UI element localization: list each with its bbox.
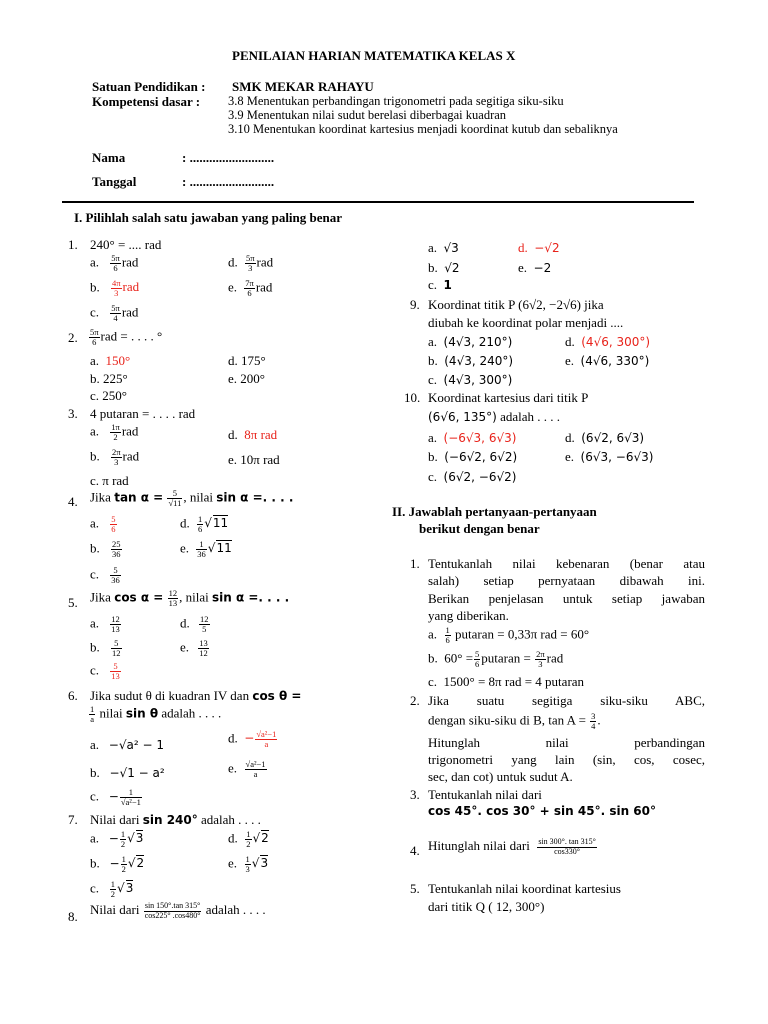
q9-stem-line2: diubah ke koordinat polar menjadi .... [428, 315, 624, 330]
q9-option-d: d. (4√6, 300°) [565, 334, 651, 349]
q10-option-c: c. (6√2, −6√2) [428, 469, 517, 484]
q1-option-b: b. $\frac{4\pi}{3}$ rad [90, 278, 140, 298]
q5-option-b: b. $\frac{5}{12}$ [90, 638, 121, 658]
essay-2-line2: dengan siku-siku di B, tan A = $\frac{3}{4}$ . [428, 711, 601, 731]
q3-option-c: c. π rad [90, 473, 129, 488]
kompetensi-label: Kompetensi dasar : [92, 94, 201, 109]
essay-5-number: 5. [410, 881, 420, 896]
q3-option-d: d. 8π rad [228, 427, 278, 442]
q10-option-a: a. (−6√3, 6√3) [428, 430, 517, 445]
q3-option-e: e. 10π rad [228, 452, 280, 467]
q6-option-a: a. −√a² − 1 [90, 737, 164, 752]
q7-option-d: d. $\frac{1}{2}$ √2 [228, 829, 269, 849]
q6-option-e: e. $\frac{\text{√a²−1}}{a}$ [228, 759, 266, 779]
q1-option-a: a. $\frac{5\pi}{6}$ rad [90, 253, 139, 273]
q7-option-a: a. − $\frac{1}{2}$ √3 [90, 829, 144, 849]
q5-number: 5. [68, 595, 78, 610]
essay-2-line4: trigonometri yang lain (sin, cos, cosec, [428, 752, 705, 767]
q4-option-b: b. $\frac{25}{36}$ [90, 539, 121, 559]
nama-field: : .......................... [182, 150, 275, 165]
essay-1-line1: Tentukanlah nilai kebenaran (benar atau [428, 556, 705, 571]
q8-option-a: a. √3 [428, 240, 459, 255]
q2-option-a: a. 150° [90, 353, 131, 368]
q2-stem: $\frac{5\pi}{6}$ rad = . . . . ° [90, 327, 163, 347]
q8-stem: Nilai dari $\frac{\sin 150^\circ.\tan 315^\circ}{\cos 225^\circ .\cos 480^\circ}$ adalah . . . . [90, 901, 266, 920]
essay-2-number: 2. [410, 693, 420, 708]
essay-1-item-a: a. $\frac{1}{6}$ putaran = 0,33π rad = 60° [428, 625, 590, 645]
satuan-label: Satuan Pendidikan : [92, 79, 206, 94]
q10-stem-line2: (6√6, 135°) adalah . . . . [428, 409, 560, 424]
q8-option-e: e. −2 [518, 260, 552, 275]
q7-option-c: c. $\frac{1}{2}$ √3 [90, 879, 134, 899]
page-title: PENILAIAN HARIAN MATEMATIKA KELAS X [232, 48, 516, 63]
q3-stem: 4 putaran = . . . . rad [90, 406, 196, 421]
q2-option-d: d. 175° [228, 353, 266, 368]
q8-option-b: b. √2 [428, 260, 460, 275]
q4-option-c: c. $\frac{5}{36}$ [90, 565, 120, 585]
q3-option-a: a. $\frac{1\pi}{2}$ rad [90, 422, 139, 442]
q1-option-d: d. $\frac{5\pi}{3}$ rad [228, 253, 274, 273]
q3-number: 3. [68, 406, 78, 421]
q5-stem: Jika cos α = $\frac{12}{13}$ , nilai sin α =. . . . [90, 588, 290, 608]
section-1-heading: I. Pilihlah salah satu jawaban yang paling benar [74, 210, 343, 225]
q6-option-c: c. − $\frac{1}{\text{√a²−1}}$ [90, 787, 141, 807]
essay-5-line1: Tentukanlah nilai koordinat kartesius [428, 881, 621, 896]
q10-stem-line1: Koordinat kartesius dari titik P [428, 390, 589, 405]
essay-4-line1: Hitunglah nilai dari $\frac{\sin 300^\circ. \tan 315^\circ}{\cos 330^\circ}$ [428, 837, 596, 856]
q9-option-e: e. (4√6, 330°) [565, 353, 650, 368]
q5-option-d: d. $\frac{12}{5}$ [180, 614, 209, 634]
q8-option-c: c. 1 [428, 277, 452, 292]
q9-option-a: a. (4√3, 210°) [428, 334, 513, 349]
q8-option-d: d. −√2 [518, 240, 560, 255]
q6-stem-line2: $\frac{1}{a}$ nilai sin θ adalah . . . . [90, 704, 222, 724]
q5-option-c: c. $\frac{5}{13}$ [90, 661, 120, 681]
q4-stem: Jika tan α = $\frac{5}{√11}$ , nilai sin α =. . . . [90, 488, 294, 508]
essay-3-expression: cos 45°. cos 30° + sin 45°. sin 60° [428, 804, 656, 818]
q1-number: 1. [68, 237, 78, 252]
q5-option-e: e. $\frac{13}{12}$ [180, 638, 208, 658]
essay-1-item-b: b. 60° = $\frac{5}{6}$ putaran = $\frac{2\pi}{3}$ rad [428, 649, 564, 669]
q4-option-d: d. $\frac{1}{6}$ √11 [180, 514, 229, 534]
q9-number: 9. [410, 297, 420, 312]
q6-stem-line1: Jika sudut θ di kuadran IV dan cos θ = [90, 688, 302, 703]
essay-4-number: 4. [410, 843, 420, 858]
section-2-heading-line1: II. Jawablah pertanyaan-pertanyaan [392, 504, 597, 519]
essay-1-line2: salah) setiap pernyataan dibawah ini. [428, 573, 705, 588]
essay-2-line5: sec, dan cot) untuk sudut A. [428, 769, 573, 784]
essay-1-number: 1. [410, 556, 420, 571]
satuan-value: SMK MEKAR RAHAYU [232, 79, 374, 94]
q9-option-b: b. (4√3, 240°) [428, 353, 514, 368]
kd-3-10: 3.10 Menentukan koordinat kartesius menjadi koordinat kutub dan sebaliknya [228, 122, 618, 136]
essay-1-item-c: c. 1500° = 8π rad = 4 putaran [428, 674, 585, 689]
tanggal-label: Tanggal [92, 174, 137, 189]
kd-3-9: 3.9 Menentukan nilai sudut berelasi diberbagai kuadran [228, 108, 507, 122]
q7-stem: Nilai dari sin 240° adalah . . . . [90, 812, 261, 827]
q6-option-d: d. − $\frac{\text{√a²−1}}{a}$ [228, 729, 277, 749]
essay-1-line4: yang diberikan. [428, 608, 509, 623]
q10-option-e: e. (6√3, −6√3) [565, 449, 654, 464]
q10-option-b: b. (−6√2, 6√2) [428, 449, 518, 464]
essay-2-line1: Jika suatu segitiga siku-siku ABC, [428, 693, 705, 708]
q10-number: 10. [404, 390, 421, 405]
q2-number: 2. [68, 330, 78, 345]
kd-3-8: 3.8 Menentukan perbandingan trigonometri pada segitiga siku-siku [228, 94, 564, 108]
q6-number: 6. [68, 688, 78, 703]
nama-label: Nama [92, 150, 126, 165]
q1-option-c: c. $\frac{5\pi}{4}$ rad [90, 303, 139, 323]
q2-option-b: b. 225° [90, 371, 128, 386]
q9-stem-line1: Koordinat titik P (6√2, −2√6) jika [428, 297, 604, 312]
q4-option-e: e. $\frac{1}{36}$ √11 [180, 539, 232, 559]
q2-option-e: e. 200° [228, 371, 265, 386]
header-divider [62, 201, 694, 203]
tanggal-field: : .......................... [182, 174, 275, 189]
q3-option-b: b. $\frac{2\pi}{3}$ rad [90, 447, 140, 467]
q7-option-e: e. $\frac{1}{3}$ √3 [228, 854, 269, 874]
essay-3-number: 3. [410, 787, 420, 802]
q1-option-e: e. $\frac{7\pi}{6}$ rad [228, 278, 273, 298]
q4-number: 4. [68, 494, 78, 509]
q8-number: 8. [68, 909, 78, 924]
q4-option-a: a. $\frac{5}{6}$ [90, 514, 116, 534]
q1-stem: 240° = .... rad [90, 237, 162, 252]
section-2-heading-line2: berikut dengan benar [419, 521, 540, 536]
essay-5-line2: dari titik Q ( 12, 300°) [428, 899, 545, 914]
q9-option-c: c. (4√3, 300°) [428, 372, 513, 387]
q7-option-b: b. − $\frac{1}{2}$ √2 [90, 854, 145, 874]
essay-3-line1: Tentukanlah nilai dari [428, 787, 542, 802]
essay-2-line3: Hitunglah nilai perbandingan [428, 735, 705, 750]
q6-option-b: b. −√1 − a² [90, 765, 165, 780]
q7-number: 7. [68, 812, 78, 827]
q5-option-a: a. $\frac{12}{13}$ [90, 614, 120, 634]
q10-option-d: d. (6√2, 6√3) [565, 430, 645, 445]
essay-1-line3: Berikan penjelasan untuk setiap jawaban [428, 591, 705, 606]
q2-option-c: c. 250° [90, 388, 127, 403]
